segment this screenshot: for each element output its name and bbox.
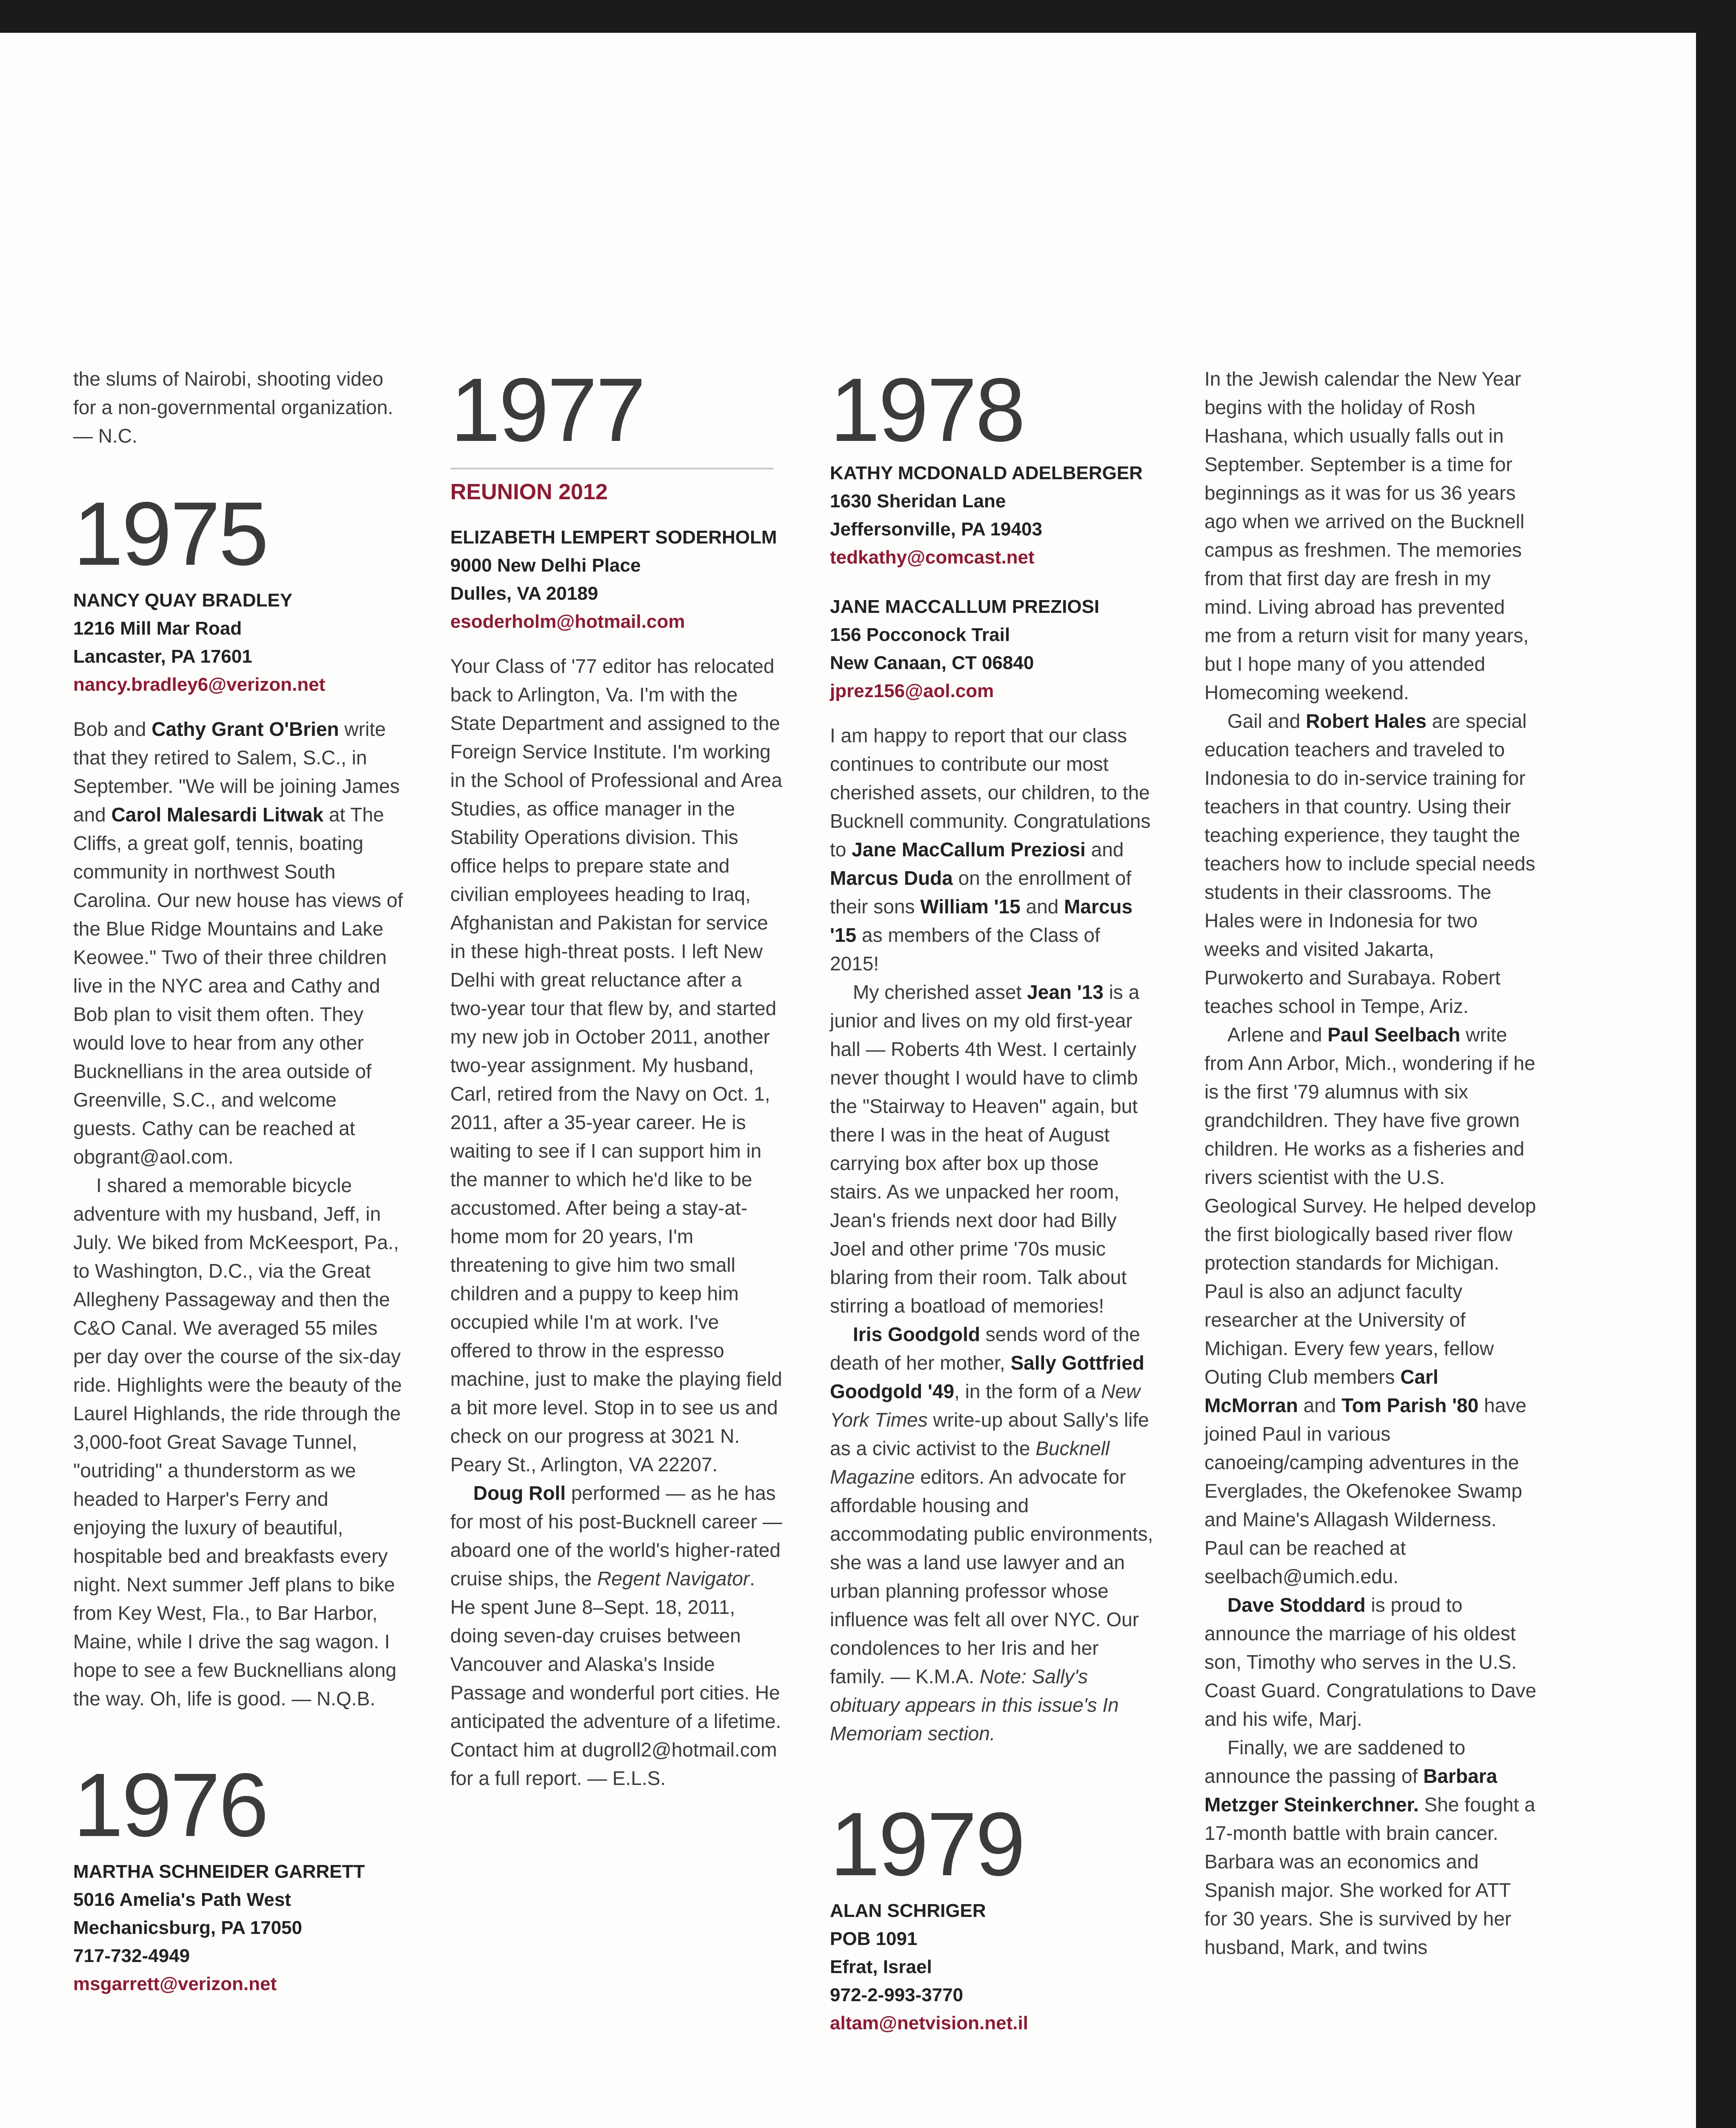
paragraph: Finally, we are saddened to announce the passing of Barbara Metzger Steinkerchner. She fought a 17-month battle with brain cancer. Barbara was an economics and Spanish major. She worked for ATT for 30 years. She is survived by her husband, Mark, and twins — [1204, 1736, 1536, 1958]
alumni-name: Doug Roll — [473, 1482, 566, 1504]
alumni-name: William '15 — [920, 895, 1021, 918]
year-heading-1977: 1977 — [450, 359, 644, 460]
alumni-name: Robert Hales — [1306, 710, 1427, 732]
email-link[interactable]: nancy.bradley6@verizon.net — [73, 674, 326, 695]
email-link[interactable]: msgarrett@verizon.net — [73, 1974, 277, 1994]
email-link[interactable]: altam@netvision.net.il — [830, 2013, 1028, 2034]
column-4 — [1204, 365, 1536, 1962]
alumni-name: Sally Gottfried Goodgold '49 — [830, 1352, 1144, 1402]
alumni-name: Marcus '15 — [830, 895, 1133, 946]
alumni-name: Cathy Grant O'Brien — [152, 718, 339, 740]
address-street: 1630 Sheridan Lane — [830, 491, 1006, 512]
paragraph: Your Class of '77 editor has relocated back to Arlington, Va. I'm with the State Department and assigned to the Foreign Service Institute. I'm working in the School of Professional and Area Studies, as office manager in the Stability Operations division. This office helps to prepare state and civilian employees heading to Iraq, Afghanistan and Pakistan for service in these high-threat posts. I left New Delhi with great reluctance after a two-year tour that flew by, and started my new job in October 2011, another two-year assignment. My husband, Carl, retired from the Navy on Oct. 1, 2011, after a 35-year career. He is waiting to see if I can support him in the manner to which he'd like to be accustomed. After being a stay-at-home mom for 20 years, I'm threatening to give him two small children and a puppy to keep him occupied while I'm at work. I've offered to throw in the espresso machine, just to make the playing field a bit more level. Stop in to see us and check on our progress at 3021 N. Peary St., Arlington, VA 22207. — [450, 655, 782, 1476]
correspondent-name: JANE MACCALLUM PREZIOSI — [830, 596, 1100, 617]
year-heading-1979: 1979 — [830, 1793, 1024, 1894]
email-link[interactable]: esoderholm@hotmail.com — [450, 611, 685, 632]
reunion-label: REUNION 2012 — [450, 468, 774, 506]
address-street: 156 Pocconock Trail — [830, 624, 1010, 645]
address-city: New Canaan, CT 06840 — [830, 652, 1034, 673]
column-2 — [450, 359, 782, 1793]
column-3 — [830, 359, 1153, 2037]
alumni-name: Tom Parish '80 — [1341, 1394, 1479, 1416]
correspondent-name: ALAN SCHRIGER — [830, 1900, 986, 1921]
year-heading-1976: 1976 — [73, 1754, 267, 1855]
paragraph: Iris Goodgold sends word of the death of her mother, Sally Gottfried Goodgold '49, in the form of a New York Times write-up about Sally's life as a civic activist to the Bucknell Magazine editors. An advocate for affordable housing and accommodating public environments, she was a land use lawyer and an urban planning professor whose influence was felt all over NYC. Our condolences to her Iris and her family. — K.M.A. Note: Sally's obituary appears in this issue's In Memoriam section. — [830, 1323, 1153, 1745]
class-1978-contact-1 — [830, 459, 1153, 572]
class-1975-contact — [73, 586, 403, 699]
alumni-name: Barbara Metzger Steinkerchner. — [1204, 1765, 1497, 1816]
paragraph: Dave Stoddard is proud to announce the marriage of his oldest son, Timothy who serves in the U.S. Coast Guard. Congratulations to Dave and his wife, Marj. — [1204, 1594, 1536, 1730]
class-1979-contact — [830, 1897, 1153, 2037]
paragraph: My cherished asset Jean '13 is a junior and lives on my old first-year hall — Roberts 4th West. I certainly never thought I would have to climb the "Stairway to Heaven" again, but there I was in the heat of August carrying box after box up those stairs. As we unpacked her room, Jean's friends next door had Billy Joel and other prime '70s music blaring from their room. Talk about stirring a boatload of memories! — [830, 981, 1140, 1317]
paragraph: Doug Roll performed — as he has for most of his post-Bucknell career — aboard one of the world's higher-rated cruise ships, the Regent Navigator. He spent June 8–Sept. 18, 2011, doing seven-day cruises between Vancouver and Alaska's Inside Passage and wonderful port cities. He anticipated the adventure of a lifetime. Contact him at dugroll2@hotmail.com for a full report. — E.L.S. — [450, 1482, 782, 1789]
paragraph: Bob and Cathy Grant O'Brien write that they retired to Salem, S.C., in September. "We will be joining James and Carol Malesardi Litwak at The Cliffs, a great golf, tennis, boating community in northwest South Carolina. Our new house has views of the Blue Ridge Mountains and Lake Keowee." Two of their three children live in the NYC area and Cathy and Bob plan to visit them often. They would love to hear from any other Bucknellians in the area outside of Greenville, S.C., and welcome guests. Cathy can be reached at obgrant@aol.com. — [73, 718, 403, 1168]
class-1978-contact-2 — [830, 593, 1153, 705]
alumni-name: Marcus Duda — [830, 867, 953, 889]
paragraph: Arlene and Paul Seelbach write from Ann Arbor, Mich., wondering if he is the first '79 alumnus with six grandchildren. They have five grown children. He works as a fisheries and rivers scientist with the U.S. Geological Survey. He helped develop the first biologically based river flow protection standards for Michigan. Paul is also an adjunct faculty researcher at the University of Michigan. Every few years, fellow Outing Club members Carl McMorran and Tom Parish '80 have joined Paul in various canoeing/camping adventures in the Everglades, the Okefenokee Swamp and Maine's Allagash Wilderness. Paul can be reached at seelbach@umich.edu. — [1204, 1024, 1536, 1587]
intro-text: the slums of Nairobi, shooting video for a non-governmental organization. — N.C. — [73, 368, 393, 447]
class-1976-contact — [73, 1858, 403, 1998]
column-1 — [73, 365, 403, 1998]
address-street: POB 1091 — [830, 1928, 918, 1949]
alumni-name: Dave Stoddard — [1227, 1594, 1366, 1616]
paragraph: Gail and Robert Hales are special education teachers and traveled to Indonesia to do in-service training for teachers in that country. Using their teaching experience, they taught the teachers how to include special needs students in their classrooms. The Hales were in Indonesia for two weeks and visited Jakarta, Purwokerto and Surabaya. Robert teaches school in Tempe, Ariz. — [1204, 710, 1536, 1017]
year-heading-1978: 1978 — [830, 359, 1024, 460]
class-1977-contact — [450, 523, 782, 636]
year-heading-1975: 1975 — [73, 483, 267, 584]
email-link[interactable]: jprez156@aol.com — [830, 681, 994, 701]
alumni-name: Paul Seelbach — [1327, 1024, 1461, 1046]
address-city: Jeffersonville, PA 19403 — [830, 519, 1042, 540]
phone-number: 717-732-4949 — [73, 1945, 190, 1966]
address-city: Dulles, VA 20189 — [450, 583, 598, 604]
alumni-name: Carl McMorran — [1204, 1366, 1439, 1416]
correspondent-name: MARTHA SCHNEIDER GARRETT — [73, 1861, 365, 1882]
address-city: Efrat, Israel — [830, 1956, 932, 1977]
address-street: 5016 Amelia's Path West — [73, 1889, 291, 1910]
correspondent-name: NANCY QUAY BRADLEY — [73, 590, 293, 611]
address-city: Lancaster, PA 17601 — [73, 646, 252, 667]
address-city: Mechanicsburg, PA 17050 — [73, 1917, 302, 1938]
correspondent-name: KATHY MCDONALD ADELBERGER — [830, 463, 1143, 483]
correspondent-name: ELIZABETH LEMPERT SODERHOLM — [450, 527, 777, 548]
paragraph: In the Jewish calendar the New Year begins with the holiday of Rosh Hashana, which usually falls out in September. September is a time for beginnings as it was for us 36 years ago when we arrived on the Bucknell campus as freshmen. The memories from that first day are fresh in my mind. Living abroad has prevented me from a return visit for many years, but I hope many of you attended Homecoming weekend. — [1204, 368, 1529, 704]
alumni-name: Jean '13 — [1027, 981, 1104, 1003]
alumni-name: Carol Malesardi Litwak — [111, 804, 324, 826]
email-link[interactable]: tedkathy@comcast.net — [830, 547, 1035, 568]
phone-number: 972-2-993-3770 — [830, 1985, 964, 2005]
address-street: 1216 Mill Mar Road — [73, 618, 242, 639]
alumni-name: Iris Goodgold — [853, 1323, 980, 1345]
paragraph: I shared a memorable bicycle adventure with my husband, Jeff, in July. We biked from McKeesport, Pa., to Washington, D.C., via the Great Allegheny Passageway and then the C&O Canal. We averaged 55 miles per day over the course of the six-day ride. Highlights were the beauty of the Laurel Highlands, the ride through the 3,000-foot Great Savage Tunnel, "outriding" a thunderstorm as we headed to Harper's Ferry and enjoying the luxury of beautiful, hospitable bed and breakfasts every night. Next summer Jeff plans to bike from Key West, Fla., to Bar Harbor, Maine, while I drive the sag wagon. I hope to see a few Bucknellians along the way. Oh, life is good. — N.Q.B. — [73, 1174, 402, 1710]
address-street: 9000 New Delhi Place — [450, 555, 641, 576]
magazine-page — [0, 33, 1696, 2128]
paragraph: I am happy to report that our class continues to contribute our most cherished assets, our children, to the Bucknell community. Congratulations to Jane MacCallum Preziosi and Marcus Duda on the enrollment of their sons William '15 and Marcus '15 as members of the Class of 2015! — [830, 724, 1151, 975]
alumni-name: Jane MacCallum Preziosi — [852, 838, 1086, 861]
